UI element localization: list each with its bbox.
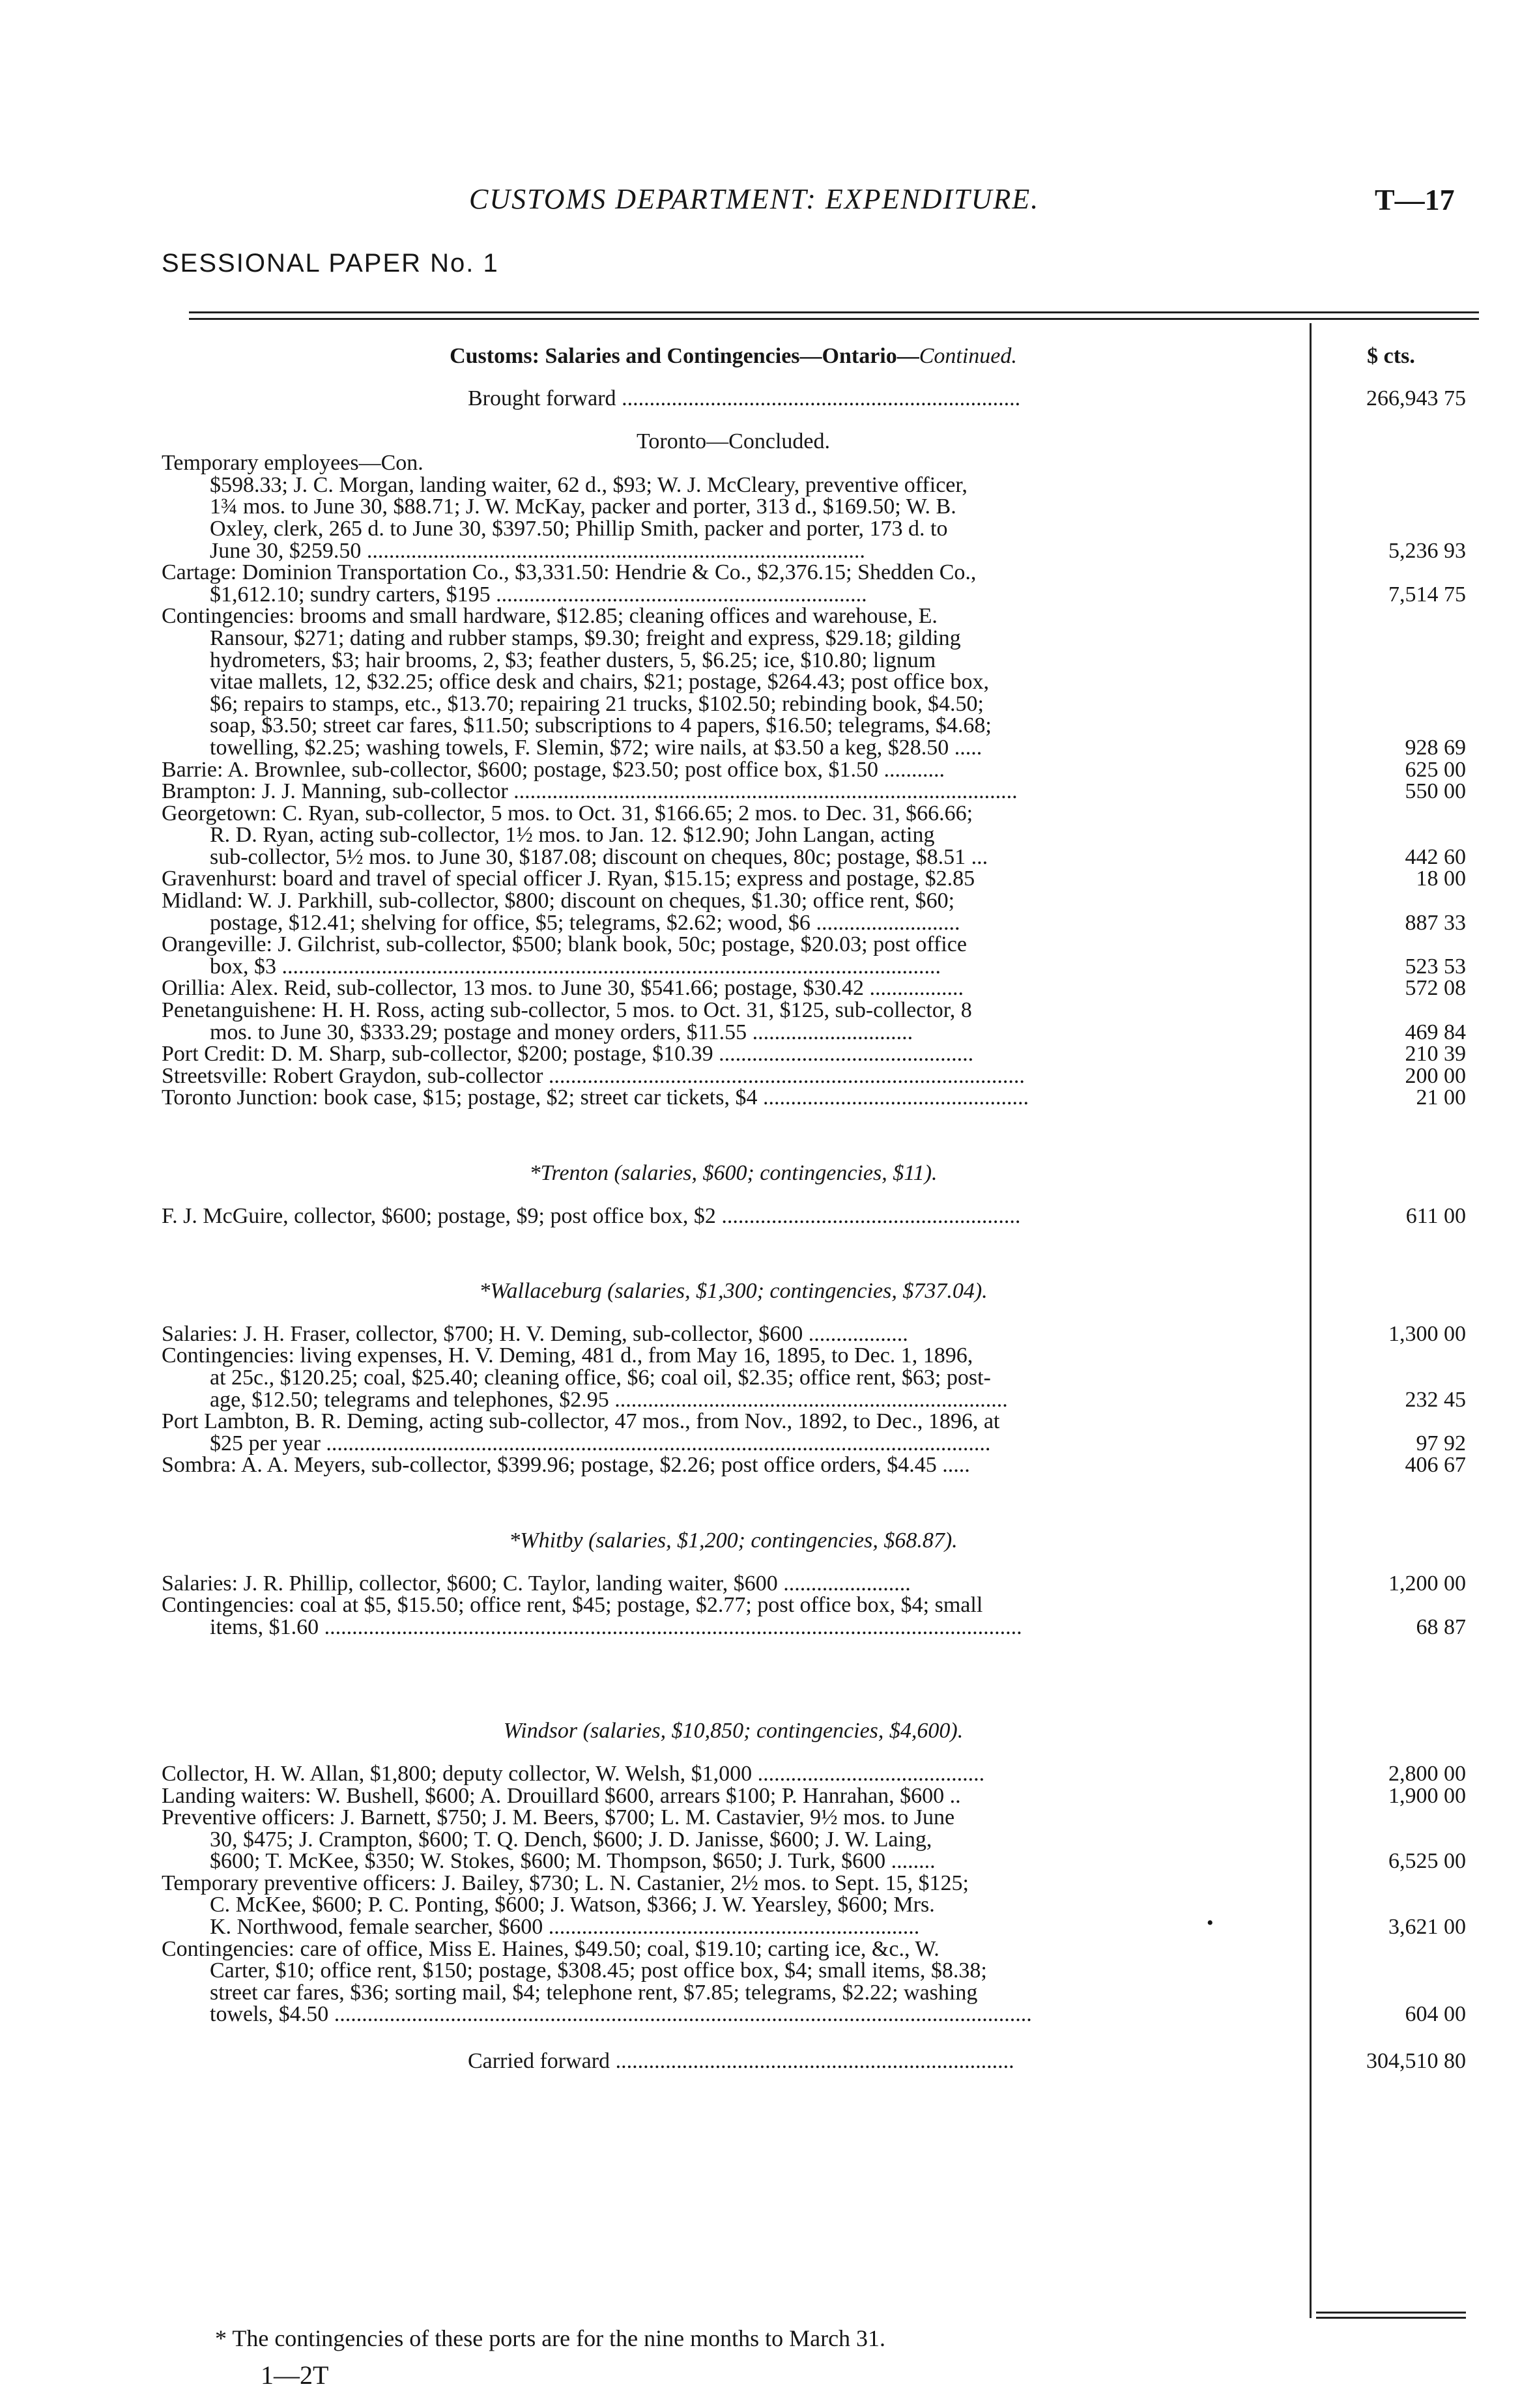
line-12 (162, 715, 1305, 737)
line-13 (162, 737, 1305, 759)
line-text: $598.33; J. C. Morgan, landing waiter, 62 d., $93; W. J. McCleary, preventive officer, (210, 472, 968, 497)
line-text: towelling, $2.25; washing towels, F. Slemin, $72; wire nails, at $3.50 a keg, $28.50 (210, 735, 949, 760)
line-text: 1¾ mos. to June 30, $88.71; J. W. McKay, packer and porter, 313 d., $169.50; W. B. (210, 494, 956, 519)
line-text: R. D. Ryan, acting sub-collector, 1½ mos. to Jan. 12. $12.90; John Langan, acting (210, 823, 935, 848)
amount-toronto-junction: 21 00 (1416, 1085, 1466, 1110)
amount-georgetown: 442 60 (1405, 844, 1466, 869)
leader-dots: .............................................................................................................................. (324, 1614, 1022, 1639)
line-text: sub-collector, 5½ mos. to June 30, $187.08; discount on cheques, 80c; postage, $8.51 (210, 844, 966, 869)
section-heading-continued: Continued. (919, 344, 1017, 368)
windsor-line-3 (162, 1807, 1305, 1829)
windsor-line-1 (162, 1763, 1305, 1785)
leader-dots: .......................... (816, 910, 960, 935)
amount-gravenhurst: 18 00 (1416, 867, 1466, 891)
line-text: postage, $12.41; shelving for office, $5; telegrams, $2.62; wood, $6 (210, 910, 811, 935)
amount-whitby-salaries: 1,200 00 (1388, 1571, 1466, 1596)
amount-midland: 887 33 (1405, 910, 1466, 935)
line-text: mos. to June 30, $333.29; postage and money orders, $11.55 (210, 1020, 747, 1044)
amount-cartage: 7,514 75 (1388, 582, 1466, 607)
windsor-line-7 (162, 1894, 1305, 1916)
line-text: Orillia: Alex. Reid, sub-collector, 13 mos. to June 30, $541.66; postage, $30.42 (162, 976, 865, 1001)
carried-forward-text: Carried forward (468, 2049, 610, 2074)
line-11 (162, 693, 1305, 715)
amount-column (1316, 342, 1466, 2072)
top-rule (189, 311, 1479, 313)
line-text: Georgetown: C. Ryan, sub-collector, 5 mos. to Oct. 31, $166.65; 2 mos. to Dec. 31, $66.66; (162, 801, 973, 825)
amount-windsor-preventive: 6,525 00 (1388, 1849, 1466, 1874)
temp-employees-label (162, 452, 1305, 474)
amount-temp-employees: 5,236 93 (1388, 538, 1466, 563)
amount-windsor-temporary: 3,621 00 (1388, 1915, 1466, 1940)
line-text: Ransour, $271; dating and rubber stamps, $9.30; freight and express, $29.18; gilding (210, 625, 961, 650)
windsor-heading: Windsor (salaries, $10,850; contingencies, $4,600). (503, 1719, 964, 1743)
line-text: Toronto Junction: book case, $15; postage, $2; street car tickets, $4 (162, 1085, 758, 1110)
amount-barrie: 625 00 (1405, 757, 1466, 782)
leader-dots: ................................................................... (496, 582, 867, 607)
line-10 (162, 671, 1305, 693)
line-text: $6; repairs to stamps, etc., $13.70; repairing 21 trucks, $102.50; rebinding book, $4.50; (210, 691, 984, 716)
amount-trenton: 611 00 (1405, 1203, 1466, 1228)
line-text: F. J. McGuire, collector, $600; postage, $9; post office box, $2 (162, 1203, 716, 1228)
amount-windsor-collector: 2,800 00 (1388, 1761, 1466, 1786)
line-26 (162, 1022, 1305, 1044)
leader-dots: ... (971, 844, 988, 869)
stray-mark: • (1207, 1912, 1214, 1934)
line-text: $1,612.10; sundry carters, $195 (210, 582, 491, 607)
line-28 (162, 1065, 1305, 1087)
amount-orillia: 572 08 (1405, 976, 1466, 1001)
line-text: Oxley, clerk, 265 d. to June 30, $397.50; Phillip Smith, packer and porter, 173 d. to (210, 516, 948, 541)
line-5 (162, 562, 1305, 584)
amount-wallaceburg-salaries: 1,300 00 (1388, 1321, 1466, 1346)
windsor-line-6 (162, 1872, 1305, 1895)
brought-forward-text: Brought forward (468, 386, 616, 410)
windsor-line-8 (162, 1916, 1305, 1938)
line-text: $25 per year (210, 1431, 321, 1455)
leader-dots: .. (949, 1783, 961, 1808)
wallaceburg-line-3 (162, 1367, 1305, 1389)
line-text: Penetanguishene: H. H. Ross, acting sub-collector, 5 mos. to Oct. 31, $125, sub-collector, 8 (162, 998, 972, 1023)
leader-dots: ..... (942, 1453, 970, 1478)
line-text: Midland: W. J. Parkhill, sub-collector, $800; discount on cheques, $1.30; office rent, $60; (162, 889, 955, 913)
line-21 (162, 912, 1305, 934)
footnote: * The contingencies of these ports are for the nine months to March 31. (215, 2325, 886, 2351)
amount-column-separator (1310, 323, 1312, 2318)
line-20 (162, 890, 1305, 912)
amount-whitby-contingencies: 68 87 (1416, 1614, 1466, 1639)
amount-streetsville: 200 00 (1405, 1063, 1466, 1088)
wallaceburg-heading: *Wallaceburg (salaries, $1,300; contingencies, $737.04). (479, 1279, 988, 1304)
line-text: $600; T. McKee, $350; W. Stokes, $600; M. Thompson, $650; J. Turk, $600 (210, 1849, 886, 1874)
line-17 (162, 824, 1305, 846)
line-text: items, $1.60 (210, 1614, 319, 1639)
line-24 (162, 977, 1305, 999)
section-heading (162, 342, 1305, 371)
leader-dots: .................. (808, 1321, 908, 1346)
line-text: Temporary preventive officers: J. Bailey, $730; L. N. Castanier, 2½ mos. to Sept. 15, $125; (162, 1870, 969, 1895)
line-text: Cartage: Dominion Transportation Co., $3,331.50: Hendrie & Co., $2,376.15; Shedden Co., (162, 560, 977, 585)
windsor-line-5 (162, 1850, 1305, 1872)
main-text-column (162, 342, 1305, 2072)
line-23 (162, 956, 1305, 978)
leader-dots: ........... (883, 757, 945, 782)
line-3 (162, 518, 1305, 540)
windsor-line-9 (162, 1938, 1305, 1960)
carried-forward-amount: 304,510 80 (1366, 2049, 1466, 2074)
amount-penetanguishene: 469 84 (1405, 1020, 1466, 1044)
page-number: T—17 (1375, 183, 1455, 216)
wallaceburg-line-2 (162, 1345, 1305, 1367)
amount-sombra: 406 67 (1405, 1453, 1466, 1478)
line-text: June 30, $259.50 (210, 538, 362, 563)
line-text: Streetsville: Robert Graydon, sub-collector (162, 1063, 543, 1088)
amount-port-credit: 210 39 (1405, 1042, 1466, 1067)
line-29 (162, 1087, 1305, 1109)
line-text: street car fares, $36; sorting mail, $4; telephone rent, $7.85; telegrams, $2.22; washing (210, 1980, 978, 2005)
line-text: at 25c., $120.25; coal, $25.40; cleaning office, $6; coal oil, $2.35; office rent, $63; post- (210, 1365, 991, 1390)
line-text: Preventive officers: J. Barnett, $750; J. M. Beers, $700; L. M. Castavier, 9½ mos. to June (162, 1805, 955, 1830)
leader-dots: ........................................................................................................................ (326, 1431, 991, 1455)
line-7 (162, 605, 1305, 627)
line-text: Gravenhurst: board and travel of special officer J. Ryan, $15.15; express and postage, $2.85 (162, 867, 975, 891)
leader-dots: .............................................. (719, 1042, 974, 1067)
leader-dots: ................................................ (762, 1085, 1029, 1110)
section-heading-text: Customs: Salaries and Contingencies—Ontario— (450, 344, 919, 368)
leader-dots: ........................................................................................... (513, 779, 1018, 804)
line-9 (162, 650, 1305, 672)
line-text: Barrie: A. Brownlee, sub-collector, $600; postage, $23.50; post office box, $1.50 (162, 757, 878, 782)
leader-dots: ................................................................... (548, 1915, 920, 1940)
wallaceburg-line-7 (162, 1454, 1305, 1476)
windsor-line-4 (162, 1829, 1305, 1851)
leader-dots: ...................................................... (721, 1203, 1021, 1228)
top-rule-second (189, 318, 1479, 320)
signature-mark: 1—2T (261, 2360, 329, 2390)
wallaceburg-line-1 (162, 1323, 1305, 1345)
line-8 (162, 627, 1305, 650)
line-text: Collector, H. W. Allan, $1,800; deputy collector, W. Welsh, $1,000 (162, 1761, 753, 1786)
whitby-heading: *Whitby (salaries, $1,200; contingencies, $68.87). (509, 1528, 958, 1553)
whitby-line-2 (162, 1594, 1305, 1616)
line-15 (162, 781, 1305, 803)
leader-dots: ...................................................................................... (548, 1063, 1025, 1088)
toronto-heading-text: Toronto—Concluded. (637, 429, 830, 453)
line-6 (162, 584, 1305, 606)
leader-dots: .......................................................................................... (366, 538, 865, 563)
leader-dots: ..... (954, 735, 983, 760)
amount-windsor-landing: 1,900 00 (1388, 1783, 1466, 1808)
leader-dots: ......................................... (757, 1761, 985, 1786)
line-text: K. Northwood, female searcher, $600 (210, 1915, 543, 1940)
line-text: Contingencies: coal at $5, $15.50; office rent, $45; postage, $2.77; post office box, $4; small (162, 1593, 983, 1618)
brought-forward-label (162, 388, 1305, 410)
whitby-line-3 (162, 1616, 1305, 1639)
line-16 (162, 803, 1305, 825)
trenton-line (162, 1205, 1305, 1227)
line-text: Carter, $10; office rent, $150; postage, $308.45; post office box, $4; small items, $8.38; (210, 1958, 987, 1983)
toronto-heading (162, 431, 1305, 453)
leader-dots: ....................................................................................................................... (281, 954, 941, 979)
line-text: Contingencies: care of office, Miss E. Haines, $49.50; coal, $19.10; carting ice, &c., W. (162, 1936, 940, 1961)
line-text: Port Credit: D. M. Sharp, sub-collector, $200; postage, $10.39 (162, 1042, 713, 1067)
line-text: Brampton: J. J. Manning, sub-collector (162, 779, 508, 804)
line-18 (162, 846, 1305, 868)
windsor-line-10 (162, 1960, 1305, 1982)
leader-dots: .............................................................................................................................. (334, 2002, 1032, 2027)
line-27 (162, 1043, 1305, 1065)
line-1 (162, 474, 1305, 496)
line-text: Port Lambton, B. R. Deming, acting sub-collector, 47 mos., from Nov., 1892, to Dec., 1896, at (162, 1409, 1000, 1434)
amount-orangeville: 523 53 (1405, 954, 1466, 979)
line-text: C. McKee, $600; P. C. Ponting, $600; J. Watson, $366; J. W. Yearsley, $600; Mrs. (210, 1893, 935, 1917)
line-text: Sombra: A. A. Meyers, sub-collector, $399.96; postage, $2.26; post office orders, $4.45 (162, 1453, 937, 1478)
line-text: soap, $3.50; street car fares, $11.50; subscriptions to 4 papers, $16.50; telegrams, $4.68; (210, 713, 992, 738)
amount-contingencies: 928 69 (1405, 735, 1466, 760)
line-text: hydrometers, $3; hair brooms, 2, $3; feather dusters, 5, $6.25; ice, $10.80; lignum (210, 648, 936, 672)
line-19 (162, 868, 1305, 890)
sessional-paper-label: SESSIONAL PAPER No. 1 (162, 249, 499, 278)
page-header-title: CUSTOMS DEPARTMENT: EXPENDITURE. (469, 183, 1040, 215)
total-rule-second (1316, 2317, 1466, 2319)
line-text: box, $3 (210, 954, 276, 979)
line-14 (162, 759, 1305, 781)
line-text: age, $12.50; telegrams and telephones, $2.95 (210, 1387, 609, 1412)
trenton-heading: *Trenton (salaries, $600; contingencies, $11). (529, 1161, 938, 1185)
leader-dots: ........ (891, 1849, 936, 1874)
leader-dots: ................. (869, 976, 964, 1001)
wallaceburg-line-5 (162, 1411, 1305, 1433)
amount-port-lambton: 97 92 (1416, 1431, 1466, 1455)
leader-dots: ........................................................................ (616, 386, 1021, 410)
line-text: towels, $4.50 (210, 2002, 329, 2027)
line-text: Landing waiters: W. Bushell, $600; A. Drouillard $600, arrears $100; P. Hanrahan, $600 (162, 1783, 945, 1808)
line-text: Contingencies: brooms and small hardware, $12.85; cleaning offices and warehouse, E. (162, 604, 938, 629)
whitby-line-1 (162, 1573, 1305, 1595)
carried-forward-label (162, 2050, 1305, 2072)
line-text: Orangeville: J. Gilchrist, sub-collector, $500; blank book, 50c; postage, $20.03; post office (162, 932, 967, 957)
line-25 (162, 999, 1305, 1022)
line-text: Contingencies: living expenses, H. V. Deming, 481 d., from May 16, 1895, to Dec. 1, 1896, (162, 1343, 973, 1368)
amount-windsor-contingencies: 604 00 (1405, 2002, 1466, 2027)
line-text: Salaries: J. H. Fraser, collector, $700; H. V. Deming, sub-collector, $600 (162, 1321, 803, 1346)
temp-employees-text: Temporary employees—Con. (162, 451, 423, 476)
leader-dots: ............................. (752, 1020, 913, 1044)
leader-dots: ....................... (783, 1571, 911, 1596)
line-text: 30, $475; J. Crampton, $600; T. Q. Dench, $600; J. D. Janisse, $600; J. W. Laing, (210, 1827, 932, 1852)
brought-forward-amount: 266,943 75 (1366, 386, 1466, 410)
amount-brampton: 550 00 (1405, 779, 1466, 804)
unit-label: $ cts. (1367, 344, 1415, 368)
wallaceburg-line-4 (162, 1389, 1305, 1411)
windsor-line-2 (162, 1785, 1305, 1807)
line-text: vitae mallets, 12, $32.25; office desk and chairs, $21; postage, $264.43; post office box, (210, 670, 990, 695)
leader-dots: ........................................................................ (610, 2049, 1014, 2074)
line-text: Salaries: J. R. Phillip, collector, $600; C. Taylor, landing waiter, $600 (162, 1571, 778, 1596)
line-2 (162, 496, 1305, 518)
wallaceburg-line-6 (162, 1433, 1305, 1455)
total-rule (1316, 2312, 1466, 2314)
line-4 (162, 540, 1305, 562)
windsor-line-12 (162, 2003, 1305, 2026)
windsor-line-11 (162, 1982, 1305, 2004)
amount-wallaceburg-contingencies: 232 45 (1405, 1387, 1466, 1412)
line-22 (162, 934, 1305, 956)
leader-dots: ....................................................................... (614, 1387, 1008, 1412)
